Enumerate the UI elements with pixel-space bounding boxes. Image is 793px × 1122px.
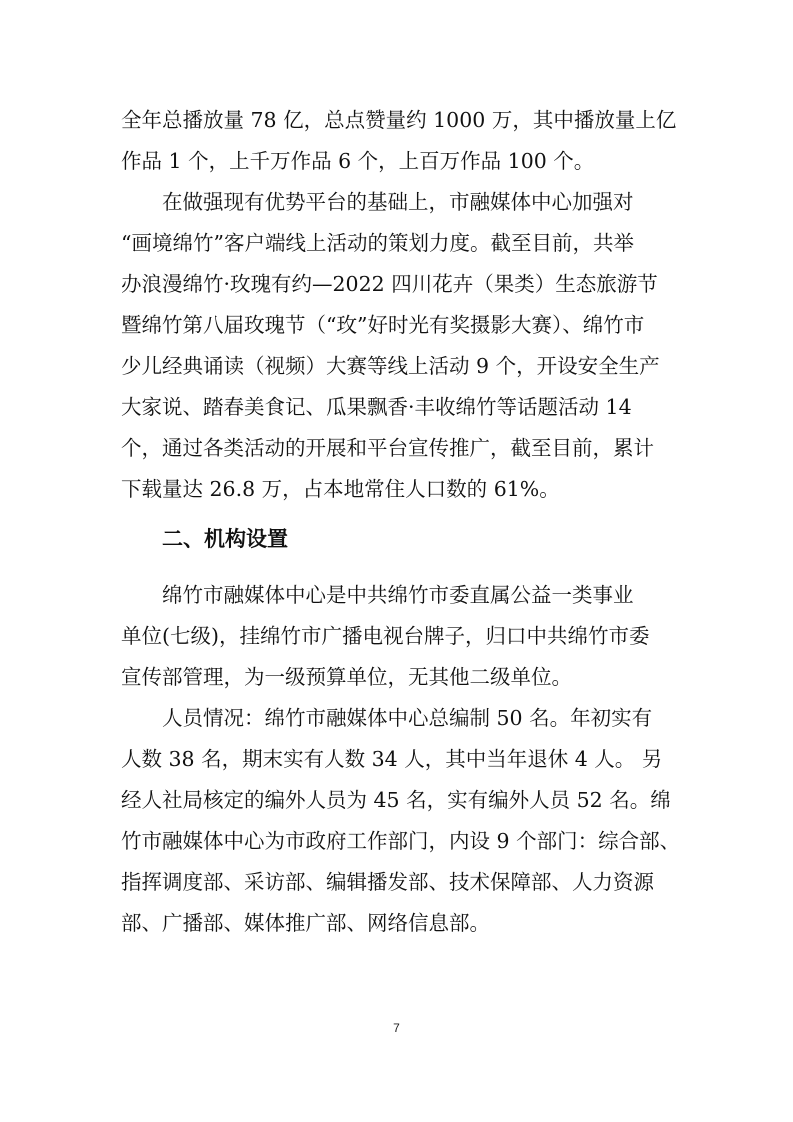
paragraph-line: 经人社局核定的编外人员为 45 名，实有编外人员 52 名。绵 xyxy=(121,788,671,812)
text-line xyxy=(0,618,793,654)
text-line xyxy=(0,430,793,466)
paragraph-line: 少儿经典诵读（视频）大赛等线上活动 9 个，开设安全生产 xyxy=(121,354,660,378)
paragraph-line: 部、广播部、媒体推广部、网络信息部。 xyxy=(121,911,490,935)
paragraph-line: 大家说、踏春美食记、瓜果飘香·丰收绵竹等话题活动 14 xyxy=(121,395,632,419)
text-line xyxy=(0,225,793,261)
text-line xyxy=(0,389,793,425)
section-heading-line xyxy=(0,521,793,557)
text-line xyxy=(0,659,793,695)
text-line xyxy=(0,864,793,900)
text-line xyxy=(0,307,793,343)
paragraph-line: 个，通过各类活动的开展和平台宣传推广，截至目前，累计 xyxy=(121,436,654,460)
paragraph-line: 竹市融媒体中心为市政府工作部门，内设 9 个部门：综合部、 xyxy=(121,829,681,853)
paragraph-line: 作品 1 个，上千万作品 6 个，上百万作品 100 个。 xyxy=(121,149,595,173)
paragraph-line: 宣传部管理，为一级预算单位，无其他二级单位。 xyxy=(121,665,572,689)
paragraph-line: “画境绵竹”客户端线上活动的策划力度。截至目前，共举 xyxy=(121,231,634,255)
text-line xyxy=(0,741,793,777)
paragraph-line: 暨绵竹第八届玫瑰节（“玫”好时光有奖摄影大赛）、绵竹市 xyxy=(121,313,645,337)
text-line xyxy=(0,823,793,859)
text-line xyxy=(0,905,793,941)
paragraph-line: 指挥调度部、采访部、编辑播发部、技术保障部、人力资源 xyxy=(121,870,654,894)
paragraph-first-line: 在做强现有优势平台的基础上，市融媒体中心加强对 xyxy=(162,190,634,214)
text-line xyxy=(0,782,793,818)
paragraph-line: 全年总播放量 78 亿，总点赞量约 1000 万，其中播放量上亿 xyxy=(121,108,677,132)
text-line xyxy=(0,266,793,302)
paragraph-first-line: 绵竹市融媒体中心是中共绵竹市委直属公益一类事业 xyxy=(162,583,634,607)
page-number: 7 xyxy=(393,1021,400,1035)
section-heading: 二、机构设置 xyxy=(162,527,288,551)
paragraph-line: 人数 38 名，期末实有人数 34 人，其中当年退休 4 人。 另 xyxy=(121,747,663,771)
paragraph-line: 办浪漫绵竹·玫瑰有约—2022 四川花卉（果类）生态旅游节 xyxy=(121,272,658,296)
text-line xyxy=(0,700,793,736)
text-line xyxy=(0,102,793,138)
paragraph-first-line: 人员情况：绵竹市融媒体中心总编制 50 名。年初实有 xyxy=(162,706,653,730)
text-line xyxy=(0,471,793,507)
paragraph-line: 下载量达 26.8 万，占本地常住人口数的 61%。 xyxy=(121,477,560,501)
text-line xyxy=(0,184,793,220)
text-line xyxy=(0,143,793,179)
paragraph-line: 单位(七级)，挂绵竹市广播电视台牌子，归口中共绵竹市委 xyxy=(121,624,650,648)
text-line xyxy=(0,577,793,613)
text-line xyxy=(0,348,793,384)
